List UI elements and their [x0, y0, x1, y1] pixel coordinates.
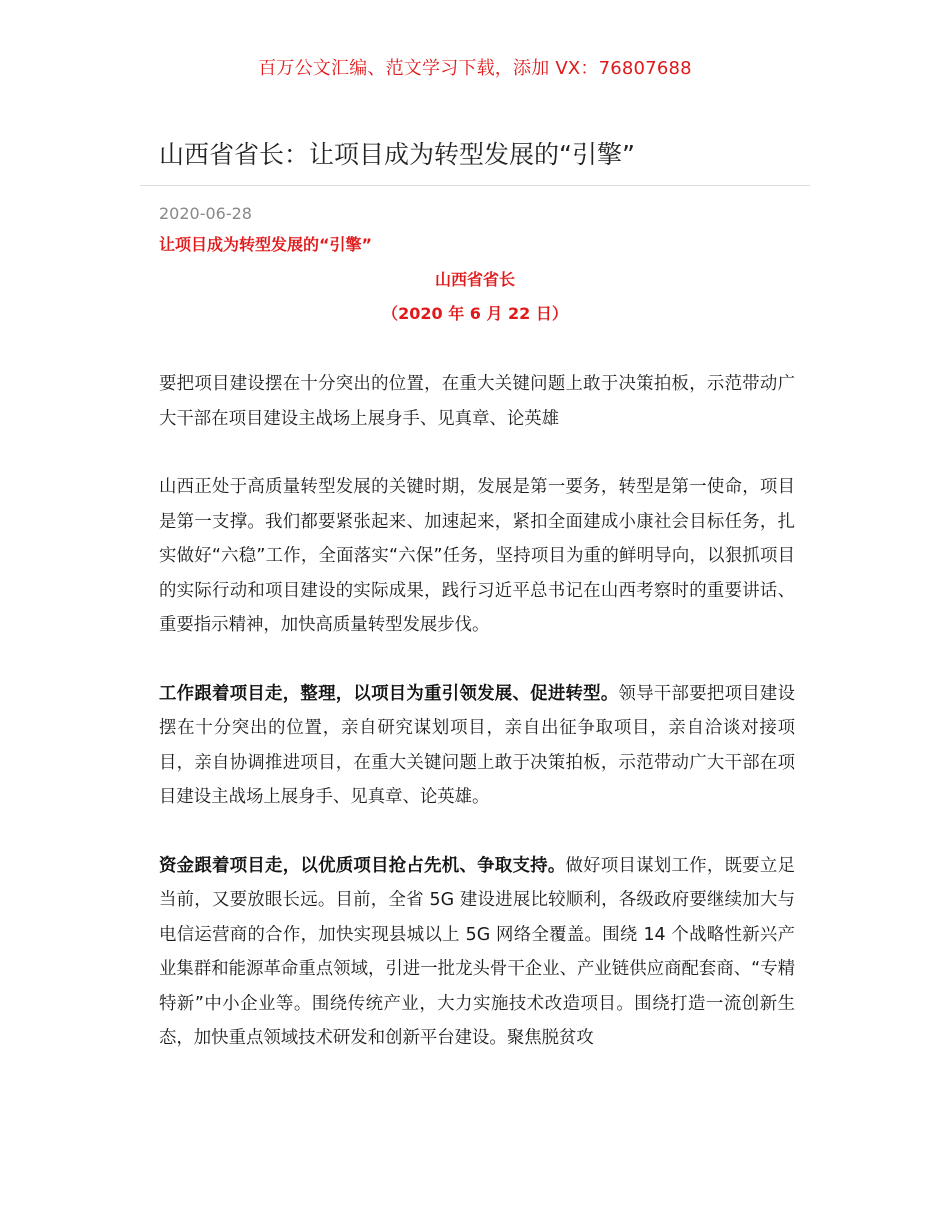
page-title: 山西省省长：让项目成为转型发展的“引擎”	[159, 140, 635, 169]
paragraph-3-lead: 工作跟着项目走，整理，以项目为重引领发展、促进转型。	[159, 683, 619, 704]
article-body	[159, 367, 795, 1090]
article-subtitle: 让项目成为转型发展的“引擎”	[159, 235, 373, 254]
paragraph-1-text: 要把项目建设摆在十分突出的位置，在重大关键问题上敢于决策拍板，示范带动广大干部在项目建设主战场上展身手、见真章、论英雄	[159, 374, 795, 429]
paragraph-4	[159, 849, 795, 1056]
paragraph-3-text: 领导干部要把项目建设摆在十分突出的位置，亲自研究谋划项目，亲自出征争取项目，亲自洽谈对接项目，亲自协调推进项目，在重大关键问题上敢于决策拍板，示范带动广大干部在项目建设主战场上展身手、见真章、论英雄。	[159, 683, 795, 807]
publish-date: 2020-06-28	[159, 204, 252, 223]
paragraph-4-lead: 资金跟着项目走，以优质项目抢占先机、争取支持。	[159, 855, 566, 876]
paragraph-3	[159, 677, 795, 815]
paragraph-2	[159, 470, 795, 643]
paragraph-4-text: 做好项目谋划工作，既要立足当前，又要放眼长远。目前，全省 5G 建设进展比较顺利，各级政府要继续加大与电信运营商的合作，加快实现县城以上 5G 网络全覆盖。围绕 14 个战略性新兴产业集群和能源革命重点领域，引进一批龙头骨干企业、产业链供应商配套商、“专精特新”中小企业等。围绕传统产业，大力实施技术改造项目。围绕打造一流创新生态，加快重点领域技术研发和创新平台建设。聚焦脱贫攻	[159, 855, 795, 1048]
paragraph-2-text: 山西正处于高质量转型发展的关键时期，发展是第一要务，转型是第一使命，项目是第一支撑。我们都要紧张起来、加速起来，紧扣全面建成小康社会目标任务，扎实做好“六稳”工作，全面落实“六保”任务，坚持项目为重的鲜明导向，以狠抓项目的实际行动和项目建设的实际成果，践行习近平总书记在山西考察时的重要讲话、重要指示精神，加快高质量转型发展步伐。	[159, 477, 795, 635]
speech-date: （2020 年 6 月 22 日）	[382, 304, 568, 323]
title-divider	[140, 185, 810, 186]
paragraph-1	[159, 367, 795, 436]
promo-banner: 百万公文汇编、范文学习下载，添加 VX：76807688	[258, 58, 692, 79]
article-author: 山西省省长	[434, 270, 515, 289]
